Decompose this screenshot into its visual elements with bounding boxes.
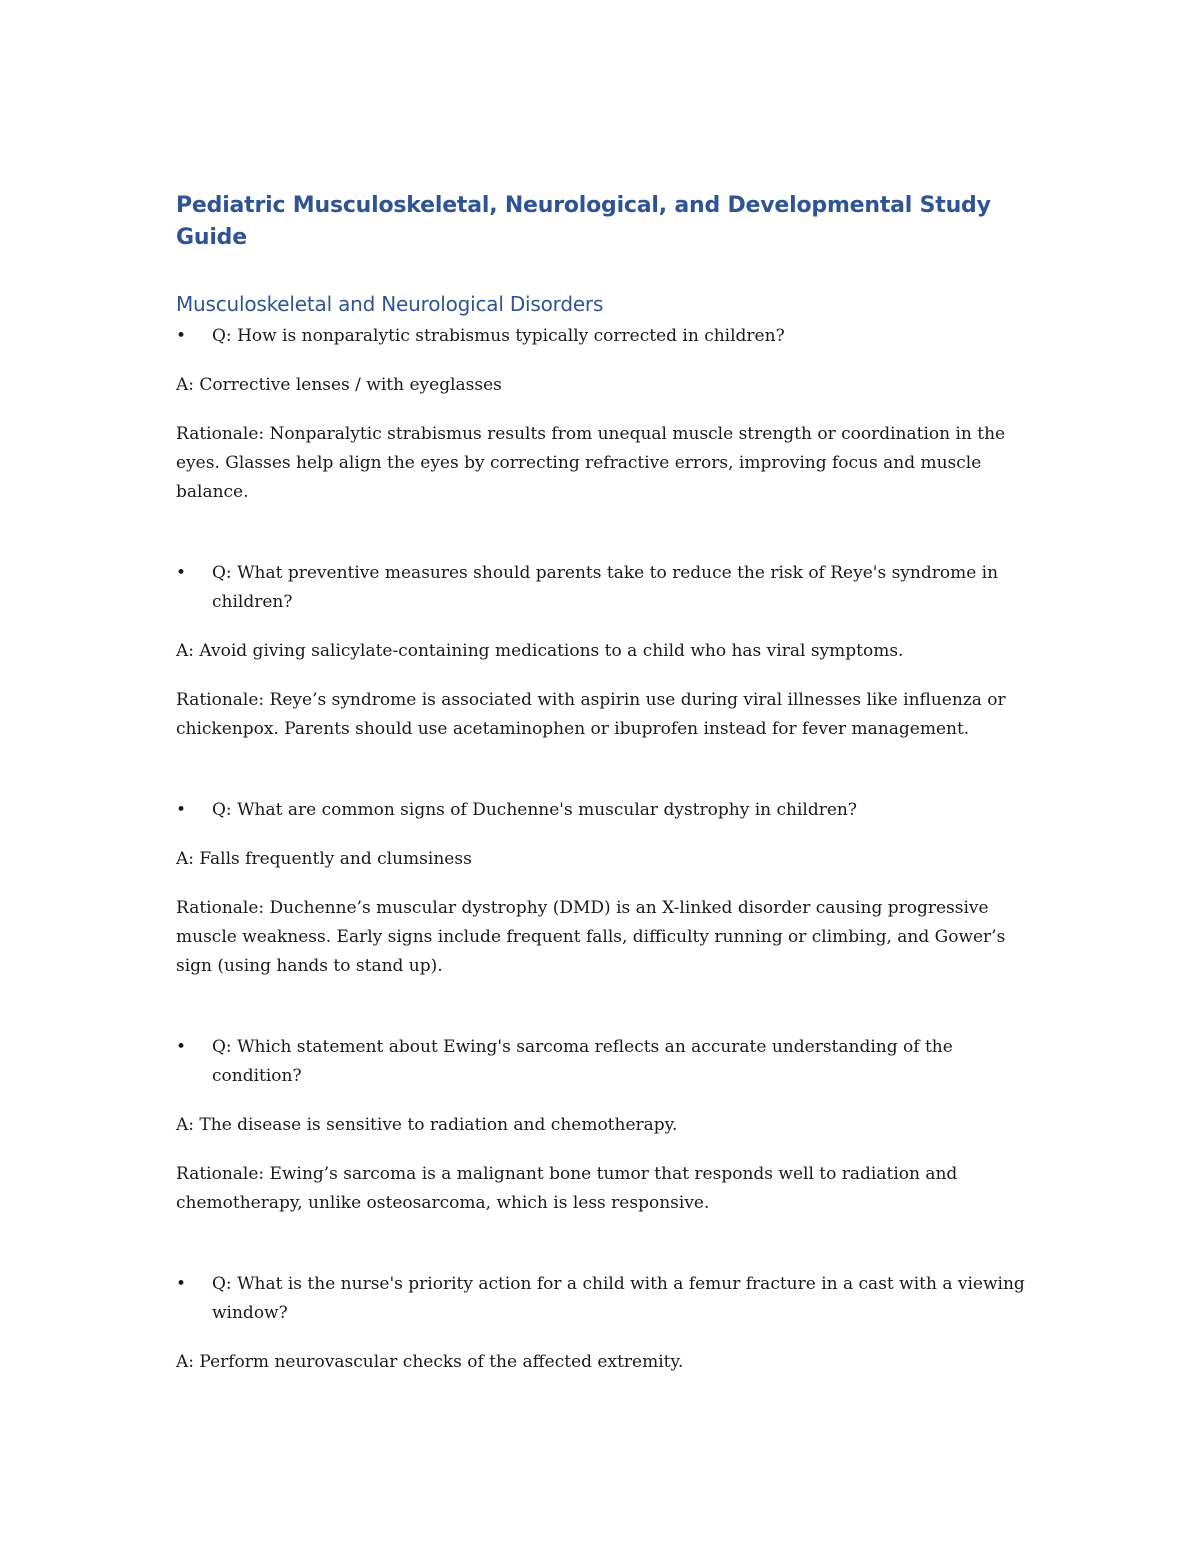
question-text: Q: What is the nurse's priority action for a child with a femur fracture in a cast with a viewing window? [212, 1274, 1025, 1323]
answer: A: Corrective lenses / with eyeglasses [176, 375, 502, 395]
answer: A: Avoid giving salicylate-containing medications to a child who has viral symptoms. [176, 641, 904, 661]
bullet-icon: • [176, 1037, 187, 1057]
answer: A: Falls frequently and clumsiness [176, 849, 472, 869]
question-text: Q: How is nonparalytic strabismus typically corrected in children? [212, 326, 785, 346]
question-text: Q: Which statement about Ewing's sarcoma reflects an accurate understanding of the condition? [212, 1037, 953, 1086]
question [176, 1270, 1036, 1328]
question [176, 796, 1036, 825]
bullet-icon: • [176, 563, 187, 583]
qa-item [176, 1033, 1036, 1218]
question [176, 322, 1036, 351]
qa-item [176, 322, 1036, 507]
document-page [176, 190, 1036, 1429]
qa-item [176, 559, 1036, 744]
question-text: Q: What preventive measures should parents take to reduce the risk of Reye's syndrome in children? [212, 563, 999, 612]
document-title: Pediatric Musculoskeletal, Neurological, and Developmental Study Guide [176, 193, 991, 250]
answer: A: The disease is sensitive to radiation and chemotherapy. [176, 1115, 678, 1135]
question [176, 1033, 1036, 1091]
question-text: Q: What are common signs of Duchenne's muscular dystrophy in children? [212, 800, 857, 820]
bullet-icon: • [176, 326, 187, 346]
bullet-icon: • [176, 800, 187, 820]
qa-item [176, 1270, 1036, 1377]
qa-item [176, 796, 1036, 981]
rationale: Rationale: Duchenne’s muscular dystrophy (DMD) is an X-linked disorder causing progressive muscle weakness. Early signs include frequent falls, difficulty running or climbing, and Gower’s sign (using hands to stand up). [176, 898, 1006, 976]
rationale: Rationale: Nonparalytic strabismus results from unequal muscle strength or coordination in the eyes. Glasses help align the eyes by correcting refractive errors, improving focus and muscle balance. [176, 424, 1006, 502]
answer: A: Perform neurovascular checks of the affected extremity. [176, 1352, 684, 1372]
bullet-icon: • [176, 1274, 187, 1294]
rationale: Rationale: Ewing’s sarcoma is a malignant bone tumor that responds well to radiation and chemotherapy, unlike osteosarcoma, which is less responsive. [176, 1164, 958, 1213]
section-heading: Musculoskeletal and Neurological Disorders [176, 292, 604, 316]
question [176, 559, 1036, 617]
rationale: Rationale: Reye’s syndrome is associated with aspirin use during viral illnesses like influenza or chickenpox. Parents should use acetaminophen or ibuprofen instead for fever management. [176, 690, 1006, 739]
